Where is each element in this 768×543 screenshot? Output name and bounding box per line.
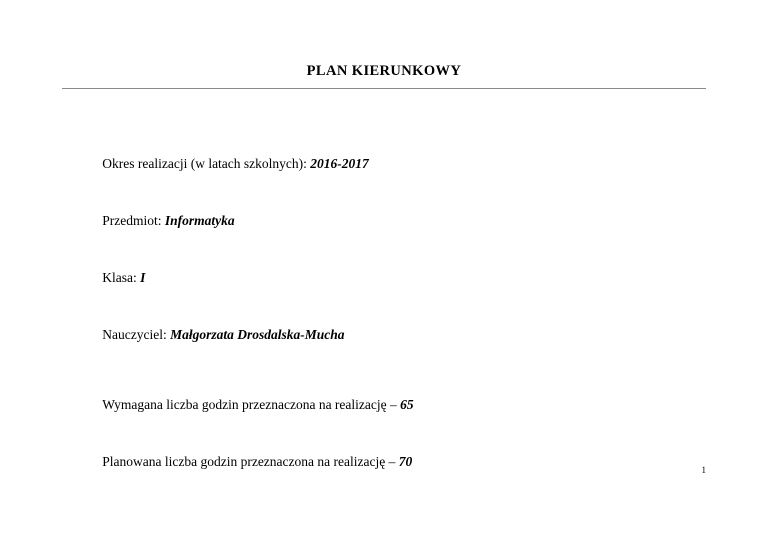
- field-label-okres-realizacji: Okres realizacji (w latach szkolnych):: [102, 155, 311, 171]
- field-label-nauczyciel: Nauczyciel:: [102, 326, 171, 342]
- document-body: [82, 143, 682, 499]
- field-value-wymagana-liczba-godzin: 65: [400, 397, 414, 412]
- field-value-planowana-liczba-godzin: 70: [398, 454, 413, 469]
- title-divider: [62, 88, 706, 89]
- field-value-przedmiot: Informatyka: [164, 212, 235, 228]
- page-number: 1: [701, 465, 706, 475]
- field-row-planowana-liczba-godzin: [82, 442, 682, 483]
- field-value-klasa: I: [140, 269, 146, 285]
- field-label-planowana-liczba-godzin: Planowana liczba godzin przeznaczona na realizację –: [102, 454, 399, 469]
- field-label-klasa: Klasa:: [102, 269, 141, 285]
- field-row-nauczyciel: [82, 314, 682, 355]
- field-row-przedmiot: [82, 200, 682, 241]
- field-row-wymagana-liczba-godzin: [82, 385, 682, 426]
- field-row-okres-realizacji: [82, 143, 682, 184]
- field-label-przedmiot: Przedmiot:: [102, 212, 165, 228]
- field-value-nauczyciel: Małgorzata Drosdalska-Mucha: [170, 326, 345, 342]
- field-row-klasa: [82, 257, 682, 298]
- field-label-wymagana-liczba-godzin: Wymagana liczba godzin przeznaczona na realizację –: [102, 397, 401, 412]
- field-value-okres-realizacji: 2016-2017: [310, 155, 369, 171]
- page-title: PLAN KIERUNKOWY: [306, 63, 462, 79]
